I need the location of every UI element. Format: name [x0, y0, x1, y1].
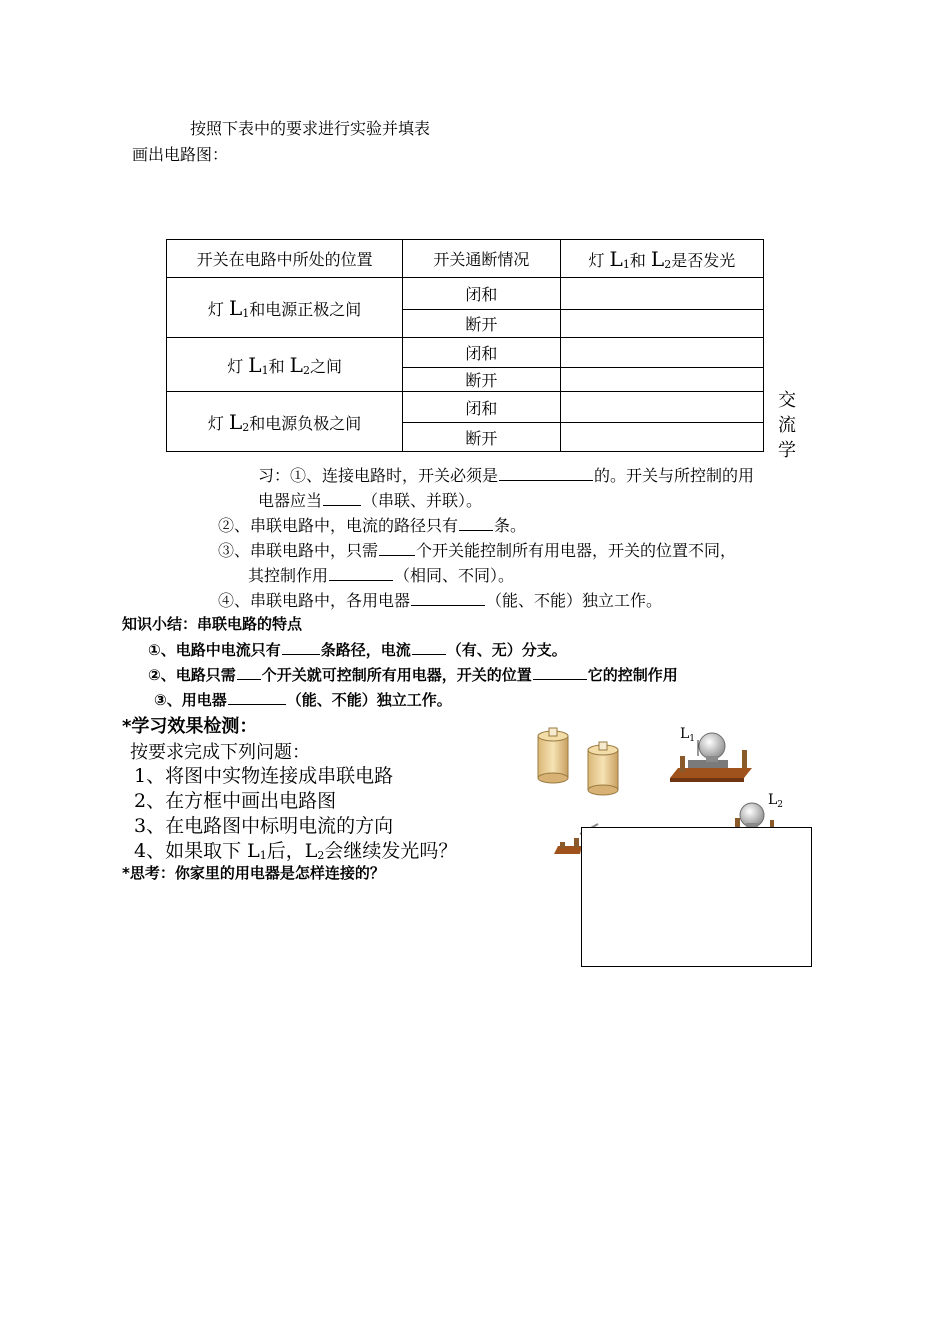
- row1-state-open: 断开: [403, 310, 560, 338]
- exchange-q2: ②、串联电路中，电流的路径只有 条。: [218, 516, 527, 535]
- row3-position: 灯 $L_2$和电源负极之间: [167, 392, 403, 452]
- row3-closed-answer-cell[interactable]: [560, 392, 763, 423]
- blank-path-count[interactable]: [459, 514, 493, 531]
- row2-position: 灯 $L_1$和 $L_2$之间: [167, 338, 403, 392]
- summary-point3: ③、用电器 （能、不能）独立工作。: [154, 688, 452, 710]
- row2-open-answer-cell[interactable]: [560, 368, 763, 392]
- think-question: *思考：你家里的用电器是怎样连接的？: [122, 864, 385, 882]
- battery-icon[interactable]: [538, 728, 568, 783]
- test-q2: 2、在方框中画出电路图: [134, 790, 337, 812]
- row1-state-closed: 闭和: [403, 278, 560, 310]
- exchange-q1-line2: 电器应当 （串联、并联）。: [258, 491, 483, 510]
- row1-position: 灯 $L_1$和电源正极之间: [167, 278, 403, 338]
- test-intro: 按要求完成下列问题：: [130, 742, 310, 763]
- exchange-q3-line2: 其控制作用 （相同、不同）。: [248, 566, 515, 585]
- row3-open-answer-cell[interactable]: [560, 423, 763, 452]
- exchange-q3-line1: ③、串联电路中，只需 个开关能控制所有用电器，开关的位置不同，: [218, 541, 737, 560]
- test-q4: 4、如果取下 $L_1$后，$L_2$会继续发光吗？: [134, 840, 458, 862]
- row1-closed-answer-cell[interactable]: [560, 278, 763, 310]
- blank-control-effect[interactable]: [329, 564, 393, 581]
- row3-state-closed: 闭和: [403, 392, 560, 423]
- battery-icon[interactable]: [588, 742, 618, 795]
- summary-point1: ①、电路中电流只有 条路径，电流 （有、无）分支。: [148, 638, 567, 660]
- row2-state-open: 断开: [403, 368, 560, 392]
- header-switch-state: 开关通断情况: [403, 240, 560, 278]
- experiment-table: [166, 239, 764, 452]
- row2-state-closed: 闭和: [403, 338, 560, 368]
- blank-independent[interactable]: [411, 589, 485, 606]
- row1-open-answer-cell[interactable]: [560, 310, 763, 338]
- instruction-text: 按照下表中的要求进行实验并填表: [190, 119, 431, 138]
- lamp-l1-label: $L_1$: [680, 726, 696, 744]
- blank-summary-position[interactable]: [533, 663, 587, 680]
- blank-summary-branch[interactable]: [412, 638, 446, 655]
- row3-state-open: 断开: [403, 423, 560, 452]
- blank-summary-switch-count[interactable]: [237, 663, 261, 680]
- side-vertical-text: 交 流 学: [778, 390, 796, 461]
- exchange-q1-line1: 习：①、连接电路时，开关必须是 的。开关与所控制的用: [258, 466, 755, 485]
- blank-summary-independent[interactable]: [228, 688, 286, 705]
- row2-closed-answer-cell[interactable]: [560, 338, 763, 368]
- summary-title: 知识小结：串联电路的特点: [122, 615, 303, 633]
- blank-connection-type[interactable]: [323, 489, 361, 506]
- blank-switch-count[interactable]: [379, 539, 415, 556]
- header-switch-position: 开关在电路中所处的位置: [167, 240, 403, 278]
- circuit-diagram-box[interactable]: [581, 827, 812, 967]
- test-q1: 1、将图中实物连接成串联电路: [134, 765, 394, 787]
- blank-switch-state[interactable]: [499, 464, 593, 481]
- header-lamp-light: 灯 $L_1$和 $L_2$是否发光: [560, 240, 763, 278]
- test-q3: 3、在电路图中标明电流的方向: [134, 815, 394, 837]
- test-title: *学习效果检测：: [122, 716, 258, 737]
- lamp-l2-label: $L_2$: [768, 792, 784, 810]
- draw-circuit-label: 画出电路图：: [132, 145, 229, 164]
- blank-summary-paths[interactable]: [282, 638, 320, 655]
- summary-point2: ②、电路只需 个开关就可控制所有用电器，开关的位置 它的控制作用: [148, 663, 678, 685]
- exchange-q4: ④、串联电路中，各用电器 （能、不能）独立工作。: [218, 591, 663, 610]
